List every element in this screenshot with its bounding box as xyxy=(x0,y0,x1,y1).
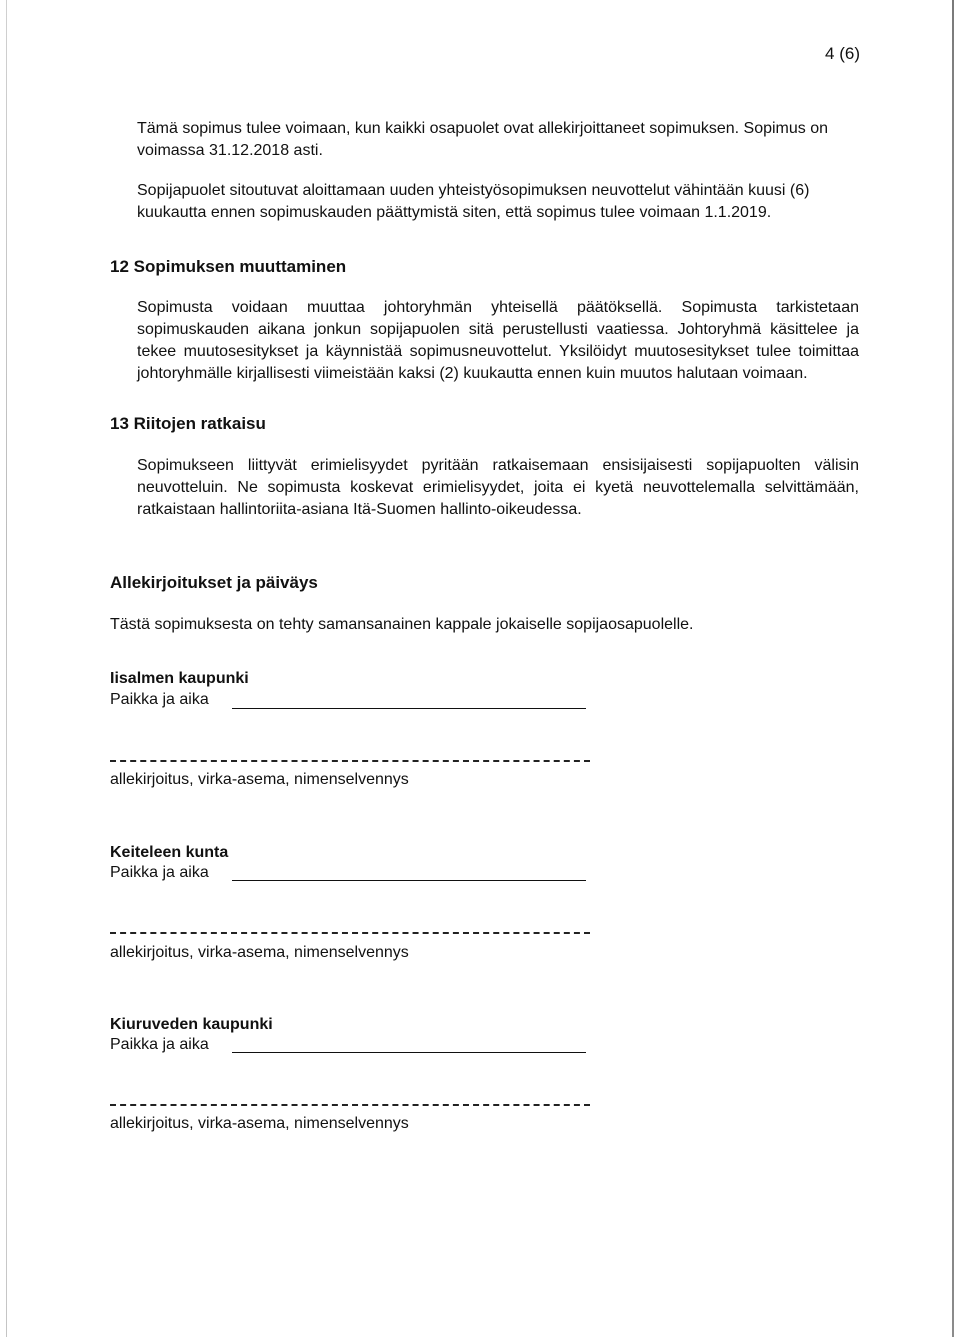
party-name-iisalmi: Iisalmen kaupunki xyxy=(110,670,249,687)
section-12-heading: 12 Sopimuksen muuttaminen xyxy=(110,257,347,276)
place-date-label: Paikka ja aika xyxy=(110,1036,209,1053)
party-name-keitele: Keiteleen kunta xyxy=(110,844,229,861)
page-number: 4 (6) xyxy=(825,44,860,63)
section-13-body: Sopimukseen liittyvät erimielisyydet pyritään ratkaisemaan ensisijaisesti sopijapuolten välisin neuvotteluin. Ne sopimusta koskevat erimielisyydet, joita ei kyetä neuvottelemalla selvittämään, ratkaistaan hallintoriita-asiana Itä-Suomen hallinto-oikeudessa. xyxy=(137,457,859,518)
section-12-body: Sopimusta voidaan muuttaa johtoryhmän yhteisellä päätöksellä. Sopimusta tarkistetaan sopimuskauden aikana jonkun sopijapuolen sitä perustellusti vaatiessa. Johtoryhmä käsittelee ja tekee muutosesitykset ja käynnistää sopimusneuvottelut. Yksilöidyt muutosesitykset tulee toimittaa johtoryhmälle kirjallisesti viimeistään kaksi (2) kuukautta ennen kuin muutos halutaan voimaan. xyxy=(137,299,859,382)
intro-paragraph-validity: Tämä sopimus tulee voimaan, kun kaikki osapuolet ovat allekirjoittaneet sopimuksen. Sopimus on voimassa 31.12.2018 asti. xyxy=(137,120,829,159)
place-date-label: Paikka ja aika xyxy=(110,691,209,708)
place-date-label: Paikka ja aika xyxy=(110,864,209,881)
place-date-line xyxy=(232,1052,586,1053)
signature-caption: allekirjoitus, virka-asema, nimenselvennys xyxy=(110,1115,409,1132)
signature-dashed-line xyxy=(110,760,590,762)
scan-edge-right xyxy=(952,0,954,1337)
scan-edge-left xyxy=(6,0,7,1337)
signature-caption: allekirjoitus, virka-asema, nimenselvennys xyxy=(110,771,409,788)
party-name-kiuruvesi: Kiuruveden kaupunki xyxy=(110,1016,273,1033)
signature-caption: allekirjoitus, virka-asema, nimenselvennys xyxy=(110,944,409,961)
place-date-line xyxy=(232,708,586,709)
section-13-heading: 13 Riitojen ratkaisu xyxy=(110,414,266,433)
place-date-line xyxy=(232,880,586,881)
signature-dashed-line xyxy=(110,1104,590,1106)
signatures-heading: Allekirjoitukset ja päiväys xyxy=(110,573,318,592)
signature-dashed-line xyxy=(110,932,590,934)
signatures-intro: Tästä sopimuksesta on tehty samansanainen kappale jokaiselle sopijaosapuolelle. xyxy=(110,616,694,633)
intro-paragraph-negotiations: Sopijapuolet sitoutuvat aloittamaan uuden yhteistyösopimuksen neuvottelut vähintään kuusi (6) kuukautta ennen sopimuskauden päättymistä siten, että sopimus tulee voimaan 1.1.2019. xyxy=(137,182,810,221)
